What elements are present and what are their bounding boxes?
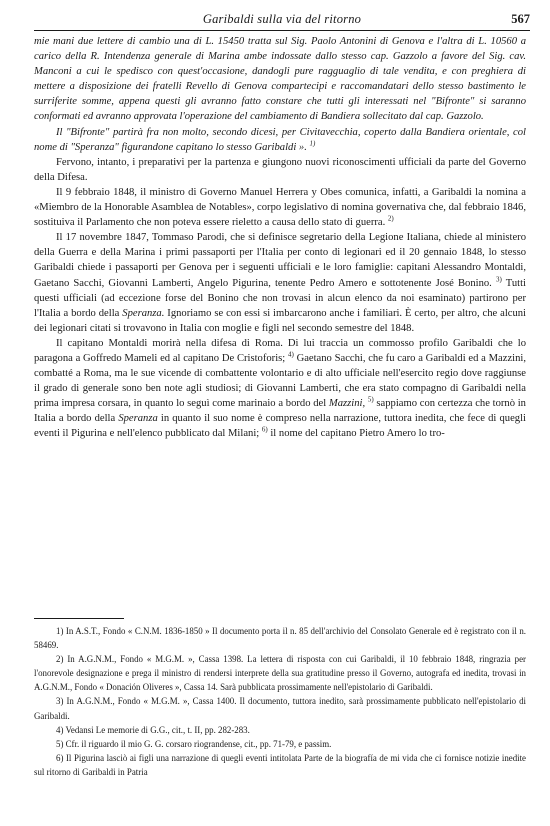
footnote-ref-3: 3) [495,274,502,283]
paragraph-text: Il 9 febbraio 1848, il ministro di Governo Manuel Herrera y Obes comunica, infatti, a Garibaldi la nomina a «Miembro de la Honorable Asamblea de Notables», corpo legislativo di nomina governativa che, dal febbraio 1846, sostituiva il Parlamento che non poteva essere rieletto a causa dello stato di guerra. [34,186,526,229]
paragraph-passports [34,230,526,336]
footnote-ref-5: 5) [367,395,374,404]
footnote-rule [34,618,124,619]
paragraph-montaldi [34,336,526,442]
footnote-5: 5) Cfr. il riguardo il mio G. G. corsaro riograndense, cit., pp. 71-79, e passim. [56,738,332,749]
quoted-letter-paragraph [34,34,526,125]
main-text [34,34,526,442]
footnotes [34,624,526,779]
paragraph-nomination [34,185,526,230]
footnote-ref-6: 6) [261,425,268,434]
paragraph-text: Ignoriamo se con essi si imbarcarono anche i familiari. È certo, per altro, che alcuni dei legionari citati si trovavono in Italia con moglie e figli nel secondo semestre del 1848. [34,307,527,334]
footnote-1: 1) In A.S.T., Fondo « C.N.M. 1836-1850 » Il documento porta il n. 85 dell'archivio del Consolato Generale ed è registrato con il n. 58469. [34,626,526,651]
footnote-6: 6) Il Pigurina lasciò ai figli una narrazione di quegli eventi intitolata Parte de la biografía de mi vida che ci fornisce notizie inedite sul ritorno di Garibaldi in Patria [34,752,526,777]
paragraph-text: in quanto il suo nome è compreso nella narrazione, tuttora inedita, che fece di quegli eventi il Pigurina e nell'elenco pubblicato dal Milani; [34,413,526,440]
footnote-ref-4: 4) [287,350,294,359]
footnote-4: 4) Vedansi Le memorie di G.G., cit., t. II, pp. 282-283. [56,724,250,735]
footnote-ref-2: 2) [387,214,394,223]
paragraph-preparations [34,155,526,185]
letter-closing-text: Il "Bifronte" partirà fra non molto, secondo dicesi, per Civitavecchia, coperto dalla Bandiera orientale, col nome di "Speranza" figurandone capitano lo stesso Garibaldi ». [34,126,526,153]
ship-name: Speranza [118,413,158,425]
paragraph-text: Il 17 novembre 1847, Tommaso Parodi, che si definisce segretario della Legione Italiana, chiede al ministero della Guerra e della Marina i primi passaporti per l'Italia per conto di legionari ed il 20 gennaio 1848, lo stesso Garibaldi chiede i passaporti per Genova per i seguenti ufficiali e le loro famiglie: capitani Alessandro Montaldi, Gaetano Sacchi, Giovanni Lamberti, Angelo Pigurina, tenente Pedro Amero e sottotenente José Bonino. [34,232,526,289]
paragraph-text: sappiamo con certezza che tornò in Italia a bordo della [34,398,526,425]
paragraph-text: Gaetano Sacchi, che fu caro a Garibaldi ed a Mazzini, combatté a Roma, ma le sue vicende di combattente volontario e di alto ufficiale nell'esercito regio dove raggiunse il grado di generale sono ben note agli studiosi; di Giovanni Lamberti, che era stato compagno di Garibaldi nella prima impresa corsara, in quanto lo seguì come marinaio a bordo del [34,352,526,410]
paragraph-text: Il capitano Montaldi morirà nella difesa di Roma. Di lui traccia un commosso profilo Garibaldi che lo paragona a Goffredo Mameli ed al capitano De Cristoforis; [34,337,526,364]
page-header [34,12,530,31]
paragraph-text: il nome del capitano Pietro Amero lo tro- [270,428,445,440]
paragraph-text: Tutti questi ufficiali (ad eccezione forse del Bonino che non trovasi in alcun elenco da noi esaminato) partirono per l'Italia a bordo della [34,277,526,319]
letter-text: mie mani due lettere di cambio una di L. 15450 tratta sul Sig. Paolo Antonini di Genova e l'altra di L. 10560 a carico della R. Intendenza generale di Marina ambe indossate dallo stesso cap. Gazzolo a favore del Sig. cav. Manconi a cui le spedisco con quest'occasione, dandogli pure ragguaglio di tale vendita, e con preghiera di mettere a disposizione dei fratelli Revello di Genova compartecipi e raccomandatari dello stesso bastimento le surriferite somme, appena questi gli avranno fatto constare che tutti gli interessati nel "Bifronte" si saranno conformati ed avranno approvata l'operazione del cambiamento di Bandiera sollecitato dal cap. Gazzolo. [34,36,526,123]
ship-name: Mazzini, [328,398,366,410]
ship-name: Speranza. [122,307,165,319]
page-number: 567 [511,12,530,26]
paragraph-text: Fervono, intanto, i preparativi per la partenza e giungono nuovi riconoscimenti ufficiali da parte del Governo della Difesa. [34,156,526,183]
footnote-ref-1: 1) [309,139,316,148]
running-title: Garibaldi sulla via del ritorno [202,12,362,26]
footnote-2: 2) In A.G.N.M., Fondo « M.G.M. », Cassa 1398. La lettera di risposta con cui Garibaldi, il 10 febbraio 1848, ringrazia per l'onorevole designazione e prega il ministro di rendersi interprete della sua gratitudine presso il Governo, autografa ed inedita, trovasi in A.G.N.M., Fondo « Donación Oliveres », Cassa 14. Sarà pubblicata prossimamente nell'epistolario di Garibaldi. [34,654,526,693]
quoted-letter-closing [34,125,526,155]
footnote-3: 3) In A.G.N.M., Fondo « M.G.M. », Cassa 1400. Il documento, tuttora inedito, sarà prossimamente pubblicato nell'epistolario di Garibaldi. [34,696,526,721]
